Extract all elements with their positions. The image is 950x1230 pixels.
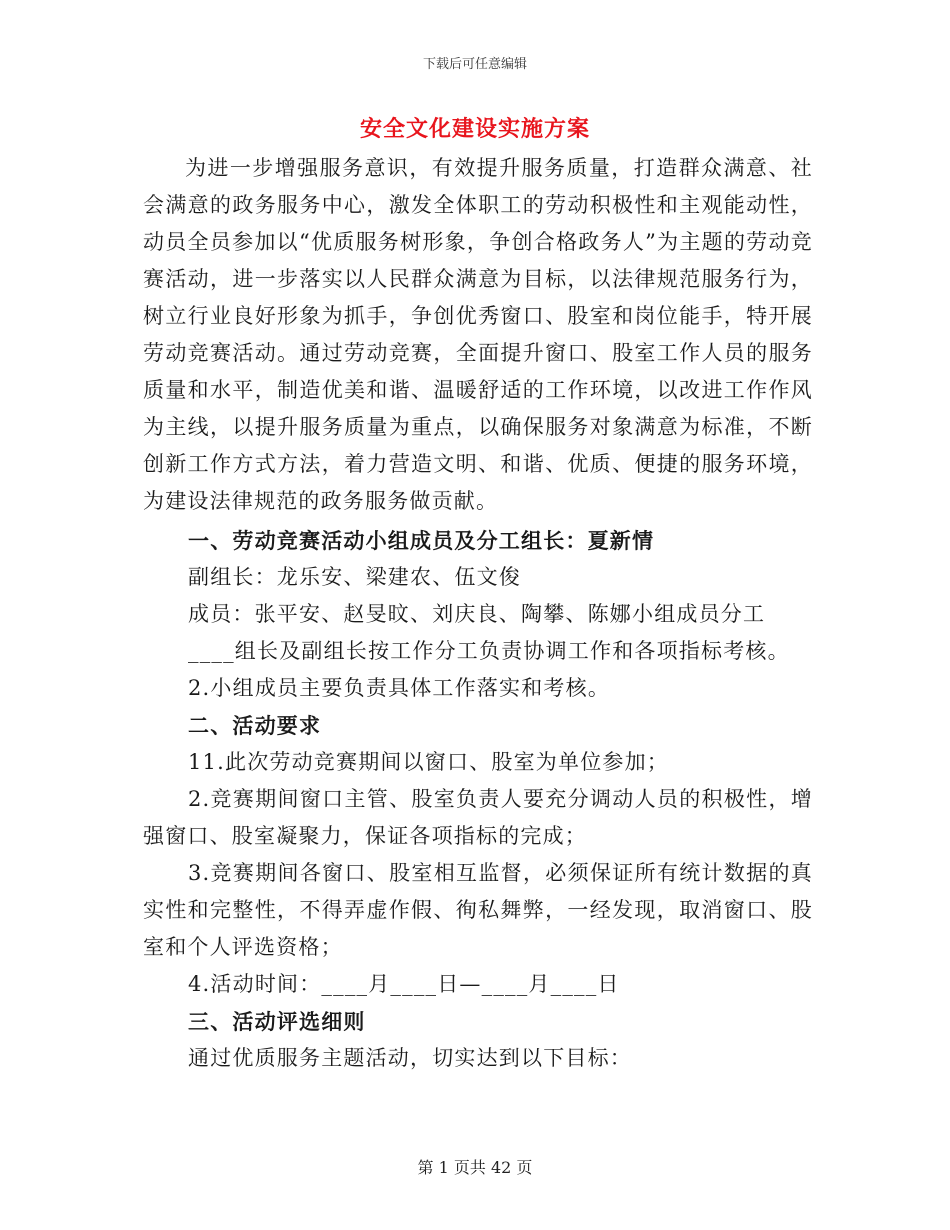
section2-item3: 3.竞赛期间各窗口、股室相互监督，必须保证所有统计数据的真实性和完整性，不得弄虚作假、徇私舞弊，一经发现，取消窗口、股室和个人评选资格； bbox=[143, 861, 813, 959]
section1-heading: 一、劳动竞赛活动小组成员及分工组长：夏新情 bbox=[188, 528, 655, 553]
deputy-leaders: 副组长：龙乐安、梁建农、伍文俊 bbox=[188, 565, 521, 589]
section3-heading: 三、活动评选细则 bbox=[188, 1009, 366, 1034]
page-header-note: 下载后可任意编辑 bbox=[422, 57, 527, 72]
members-line: 成员：张平安、赵旻旼、刘庆良、陶攀、陈娜小组成员分工 bbox=[188, 602, 766, 626]
section1-item2: 2.小组成员主要负责具体工作落实和考核。 bbox=[188, 676, 611, 700]
section2-item2: 2.竞赛期间窗口主管、股室负责人要充分调动人员的积极性，增强窗口、股室凝聚力，保证各项指标的完成； bbox=[143, 787, 813, 848]
section2-item4: 4.活动时间：____月____日—____月____日 bbox=[188, 972, 620, 996]
section2-heading: 二、活动要求 bbox=[188, 713, 322, 738]
page-number: 第 1 页共 42 页 bbox=[417, 1158, 533, 1177]
intro-paragraph: 为进一步增强服务意识，有效提升服务质量，打造群众满意、社会满意的政务服务中心，激发全体职工的劳动积极性和主观能动性，动员全员参加以“优质服务树形象，争创合格政务人”为主题的劳动竞赛活动，进一步落实以人民群众满意为目标，以法律规范服务行为，树立行业良好形象为抓手，争创优秀窗口、股室和岗位能手，特开展劳动竞赛活动。通过劳动竞赛，全面提升窗口、股室工作人员的服务质量和水平，制造优美和谐、温暖舒适的工作环境，以改进工作作风为主线，以提升服务质量为重点，以确保服务对象满意为标准，不断创新工作方式方法，着力营造文明、和谐、优质、便捷的服务环境，为建设法律规范的政务服务做贡献。 bbox=[143, 156, 813, 513]
section3-text: 通过优质服务主题活动，切实达到以下目标： bbox=[188, 1046, 632, 1070]
document-title: 安全文化建设实施方案 bbox=[359, 116, 590, 142]
section1-item1: ____组长及副组长按工作分工负责协调工作和各项指标考核。 bbox=[188, 639, 790, 663]
section2-item1: 11.此次劳动竞赛期间以窗口、股室为单位参加； bbox=[188, 750, 669, 774]
